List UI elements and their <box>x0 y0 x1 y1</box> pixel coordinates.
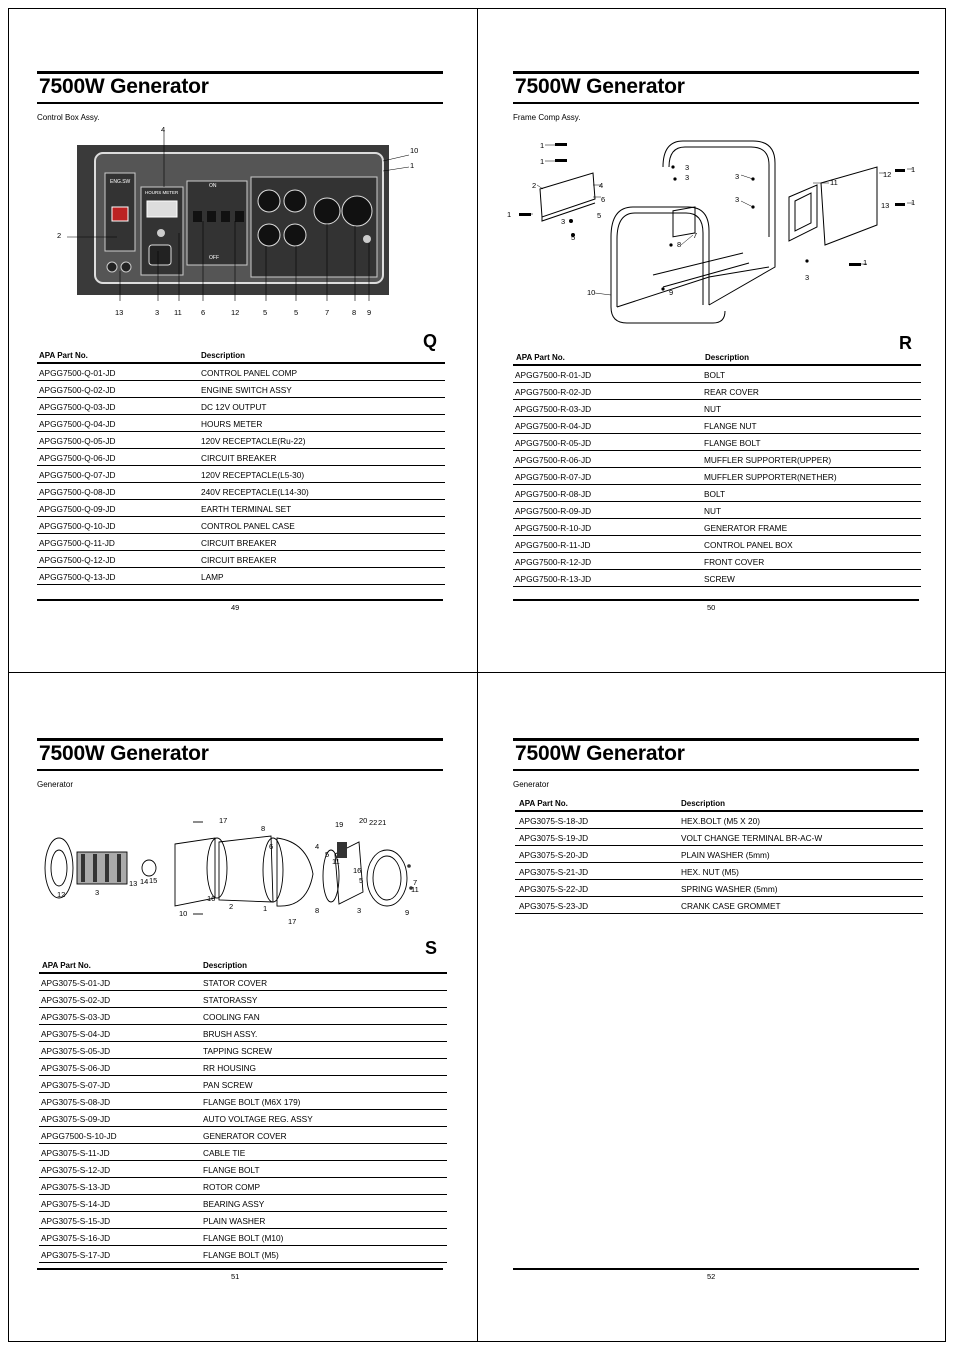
part-number: APG3075-S-15-JD <box>41 1216 111 1226</box>
col-part-header: APA Part No. <box>519 799 568 808</box>
table-row <box>515 880 923 897</box>
page-number: 52 <box>707 1272 716 1281</box>
part-number: APGG7500-Q-03-JD <box>39 402 116 412</box>
part-number: APGG7500-R-11-JD <box>515 540 591 550</box>
table-row <box>39 1144 447 1161</box>
part-description: BEARING ASSY <box>203 1199 265 1209</box>
table-row <box>37 466 445 483</box>
part-number: APG3075-S-09-JD <box>41 1114 111 1124</box>
section-subtitle: Control Box Assy. <box>37 113 100 122</box>
page-footer-rule <box>513 1268 919 1270</box>
callout-label: 10 <box>587 288 596 297</box>
table-row <box>39 1127 447 1144</box>
table-row <box>39 1195 447 1212</box>
part-number: APGG7500-R-12-JD <box>515 557 592 567</box>
part-description: FRONT COVER <box>704 557 765 567</box>
part-description: RR HOUSING <box>203 1063 257 1073</box>
table-row <box>513 451 921 468</box>
callout-2: 2 <box>57 231 62 240</box>
part-description: BRUSH ASSY. <box>203 1029 258 1039</box>
svg-text:ON: ON <box>209 183 217 189</box>
dc-output <box>121 262 131 272</box>
part-number: APG3075-S-01-JD <box>41 978 111 988</box>
callout-label: 1 <box>863 258 868 267</box>
callout-3: 3 <box>155 308 160 317</box>
table-row <box>39 1042 447 1059</box>
part-number: APGG7500-R-09-JD <box>515 506 592 516</box>
page-title <box>37 738 443 771</box>
part-number: APGG7500-R-02-JD <box>515 387 592 397</box>
callout-label: 17 <box>219 816 228 825</box>
part-description: CIRCUIT BREAKER <box>201 555 277 565</box>
callout-label: 8 <box>677 240 682 249</box>
callout-label: 6 <box>601 195 606 204</box>
part-number: APGG7500-Q-08-JD <box>39 487 116 497</box>
table-row <box>513 468 921 485</box>
part-number: APG3075-S-08-JD <box>41 1097 111 1107</box>
callout-6: 6 <box>201 308 206 317</box>
part-number: APGG7500-Q-05-JD <box>39 436 116 446</box>
parts-table <box>37 346 445 585</box>
part-number: APGG7500-Q-10-JD <box>39 521 116 531</box>
col-part-header: APA Part No. <box>42 961 91 970</box>
callout-label: 5 <box>325 850 330 859</box>
col-desc-header: Description <box>705 353 750 362</box>
table-row <box>37 364 445 381</box>
table-row <box>39 991 447 1008</box>
part-description: GENERATOR COVER <box>203 1131 287 1141</box>
part-description: CRANK CASE GROMMET <box>681 901 781 911</box>
table-row <box>39 1025 447 1042</box>
svg-text:OFF: OFF <box>209 255 219 261</box>
col-part-header: APA Part No. <box>39 351 88 360</box>
table-row <box>37 500 445 517</box>
part-description: NUT <box>704 506 722 516</box>
col-desc-header: Description <box>201 351 246 360</box>
table-row <box>513 434 921 451</box>
callout-label: 3 <box>685 173 690 182</box>
part-number: APG3075-S-06-JD <box>41 1063 111 1073</box>
page-number: 50 <box>707 603 716 612</box>
callout-label: 1 <box>263 904 268 913</box>
callout-7: 7 <box>325 308 330 317</box>
part-number: APG3075-S-14-JD <box>41 1199 111 1209</box>
col-desc-header: Description <box>681 799 726 808</box>
part-description: FLANGE BOLT <box>203 1165 260 1175</box>
table-row <box>39 1229 447 1246</box>
table-row <box>37 398 445 415</box>
section-letter: Q <box>423 331 438 351</box>
part-description: VOLT CHANGE TERMINAL BR-AC-W <box>681 833 823 843</box>
part-number: APGG7500-R-08-JD <box>515 489 592 499</box>
page-footer-rule <box>513 599 919 601</box>
part-number: APGG7500-R-01-JD <box>515 370 592 380</box>
callout-label: 21 <box>378 818 387 827</box>
part-number: APG3075-S-03-JD <box>41 1012 111 1022</box>
callout-label: 5 <box>359 876 364 885</box>
page-title <box>37 71 443 104</box>
table-row <box>39 1059 447 1076</box>
part-number: APGG7500-Q-09-JD <box>39 504 116 514</box>
page-title-text: 7500W Generator <box>515 742 685 765</box>
table-row <box>39 974 447 991</box>
part-number: APG3075-S-04-JD <box>41 1029 111 1039</box>
table-row <box>513 502 921 519</box>
callout-4: 4 <box>161 125 166 134</box>
table-row <box>39 1076 447 1093</box>
part-number: APG3075-S-17-JD <box>41 1250 111 1260</box>
part-description: CIRCUIT BREAKER <box>201 453 277 463</box>
page-title-text: 7500W Generator <box>39 742 209 765</box>
callout-5b: 5 <box>294 308 299 317</box>
table-row <box>37 568 445 585</box>
callout-8: 8 <box>352 308 357 317</box>
table-row <box>39 1110 447 1127</box>
part-number: APGG7500-R-06-JD <box>515 455 592 465</box>
part-number: APG3075-S-18-JD <box>519 816 589 826</box>
callout-label: 3 <box>735 195 740 204</box>
col-part-header: APA Part No. <box>516 353 565 362</box>
parts-table <box>39 956 447 1263</box>
part-number: APGG7500-Q-12-JD <box>39 555 116 565</box>
part-number: APGG7500-S-10-JD <box>41 1131 117 1141</box>
table-row <box>513 366 921 383</box>
table-row <box>515 812 923 829</box>
callout-label: 13 <box>881 201 890 210</box>
callout-label: 12 <box>883 170 892 179</box>
table-row <box>37 415 445 432</box>
callout-label: 16 <box>353 866 362 875</box>
callout-label: 7 <box>693 231 698 240</box>
horizontal-divider <box>8 672 946 673</box>
page-number: 49 <box>231 603 240 612</box>
callout-label: 3 <box>685 163 690 172</box>
section-subtitle: Generator <box>37 780 74 789</box>
callout-label: 4 <box>599 181 604 190</box>
callout-label: 10 <box>179 909 188 918</box>
table-row <box>39 1093 447 1110</box>
page-r <box>507 71 923 621</box>
table-row <box>37 517 445 534</box>
page-number: 51 <box>231 1272 240 1281</box>
part-description: CONTROL PANEL CASE <box>201 521 295 531</box>
part-description: BOLT <box>704 370 726 380</box>
table-row <box>37 381 445 398</box>
callout-label: 3 <box>95 888 100 897</box>
part-number: APGG7500-Q-02-JD <box>39 385 116 395</box>
part-number: APG3075-S-19-JD <box>519 833 589 843</box>
part-description: BOLT <box>704 489 726 499</box>
part-description: STATORASSY <box>203 995 258 1005</box>
callout-label: 20 <box>359 816 368 825</box>
table-row <box>515 846 923 863</box>
page-footer-rule <box>37 1268 443 1270</box>
callout-1: 1 <box>410 161 415 170</box>
callout-label: 2 <box>532 181 537 190</box>
table-row <box>513 400 921 417</box>
part-description: CABLE TIE <box>203 1148 246 1158</box>
part-number: APG3075-S-12-JD <box>41 1165 111 1175</box>
callout-label: 5 <box>597 211 602 220</box>
callout-label: 17 <box>288 917 297 926</box>
frame-assy-diagram <box>513 127 919 337</box>
table-row <box>513 570 921 587</box>
callout-13: 13 <box>115 308 124 317</box>
part-number: APGG7500-R-03-JD <box>515 404 592 414</box>
table-row <box>39 1178 447 1195</box>
part-number: APGG7500-R-07-JD <box>515 472 592 482</box>
part-description: ROTOR COMP <box>203 1182 261 1192</box>
part-description: GENERATOR FRAME <box>704 523 788 533</box>
section-letter: R <box>899 333 912 353</box>
callout-label: 1 <box>540 141 545 150</box>
callout-label: 8 <box>261 824 266 833</box>
callout-label: 1 <box>911 198 916 207</box>
part-number: APGG7500-R-13-JD <box>515 574 592 584</box>
part-number: APGG7500-Q-01-JD <box>39 368 116 378</box>
part-number: APGG7500-R-05-JD <box>515 438 592 448</box>
part-description: SCREW <box>704 574 735 584</box>
table-row <box>515 897 923 914</box>
callout-label: 8 <box>315 906 320 915</box>
table-row <box>513 383 921 400</box>
part-number: APG3075-S-16-JD <box>41 1233 111 1243</box>
page-footer-rule <box>37 599 443 601</box>
table-row <box>39 1246 447 1263</box>
part-description: SPRING WASHER (5mm) <box>681 884 778 894</box>
table-row <box>515 829 923 846</box>
callout-label: 6 <box>269 842 274 851</box>
callout-label: 16 <box>207 894 216 903</box>
callout-12: 12 <box>231 308 240 317</box>
part-number: APG3075-S-07-JD <box>41 1080 111 1090</box>
engine-switch-label: ENG.SW <box>110 179 131 185</box>
callout-10: 10 <box>410 146 419 155</box>
part-description: DC 12V OUTPUT <box>201 402 267 412</box>
callout-label: 15 <box>149 876 158 885</box>
part-description: COOLING FAN <box>203 1012 260 1022</box>
table-row <box>37 534 445 551</box>
table-row <box>513 553 921 570</box>
part-number: APG3075-S-20-JD <box>519 850 589 860</box>
part-number: APGG7500-R-04-JD <box>515 421 592 431</box>
callout-label: 2 <box>229 902 234 911</box>
part-description: HEX.BOLT (M5 X 20) <box>681 816 760 826</box>
part-description: 120V RECEPTACLE(L5-30) <box>201 470 305 480</box>
callout-label: 13 <box>129 879 138 888</box>
page-q <box>37 71 447 621</box>
part-description: NUT <box>704 404 722 414</box>
part-description: AUTO VOLTAGE REG. ASSY <box>203 1114 313 1124</box>
part-description: HOURS METER <box>201 419 263 429</box>
part-description: EARTH TERMINAL SET <box>201 504 292 514</box>
part-description: FLANGE BOLT (M5) <box>203 1250 279 1260</box>
callout-label: 3 <box>735 172 740 181</box>
page-title-text: 7500W Generator <box>39 75 209 98</box>
table-row <box>39 1212 447 1229</box>
table-row <box>37 551 445 568</box>
table-header <box>513 348 921 366</box>
part-number: APG3075-S-13-JD <box>41 1182 111 1192</box>
generator-exploded-diagram <box>37 814 443 934</box>
part-number: APG3075-S-22-JD <box>519 884 589 894</box>
part-description: FLANGE BOLT (M10) <box>203 1233 284 1243</box>
part-description: CONTROL PANEL BOX <box>704 540 793 550</box>
engine-switch <box>112 207 128 221</box>
table-row <box>513 519 921 536</box>
callout-label: 9 <box>405 908 410 917</box>
callout-5a: 5 <box>263 308 268 317</box>
table-row <box>513 417 921 434</box>
part-description: 240V RECEPTACLE(L14-30) <box>201 487 309 497</box>
vertical-divider <box>477 8 478 1342</box>
part-description: 120V RECEPTACLE(Ru-22) <box>201 436 306 446</box>
table-row <box>37 432 445 449</box>
part-number: APGG7500-Q-06-JD <box>39 453 116 463</box>
part-number: APG3075-S-21-JD <box>519 867 589 877</box>
callout-label: 3 <box>561 217 566 226</box>
part-description: ENGINE SWITCH ASSY <box>201 385 292 395</box>
table-row <box>37 449 445 466</box>
part-description: STATOR COVER <box>203 978 268 988</box>
callout-label: 14 <box>140 877 149 886</box>
callout-label: 7 <box>413 878 418 887</box>
callout-label: 3 <box>805 273 810 282</box>
part-description: CIRCUIT BREAKER <box>201 538 277 548</box>
part-number: APGG7500-Q-04-JD <box>39 419 116 429</box>
page-s <box>37 738 449 1288</box>
callout-label: 9 <box>669 288 674 297</box>
section-subtitle: Frame Comp Assy. <box>513 113 581 122</box>
table-header <box>515 794 923 812</box>
page-title <box>513 738 919 771</box>
parts-table <box>515 794 923 914</box>
part-number: APGG7500-Q-07-JD <box>39 470 116 480</box>
part-description: FLANGE NUT <box>704 421 757 431</box>
callout-label: 11 <box>332 857 340 866</box>
part-description: REAR COVER <box>704 387 759 397</box>
hours-meter <box>147 201 177 217</box>
callout-label: 3 <box>357 906 362 915</box>
section-subtitle: Generator <box>513 780 550 789</box>
part-description: CONTROL PANEL COMP <box>201 368 298 378</box>
callout-9: 9 <box>367 308 372 317</box>
table-header <box>39 956 447 974</box>
table-row <box>39 1008 447 1025</box>
callout-label: 12 <box>57 890 66 899</box>
control-box-diagram <box>37 121 437 371</box>
callout-label: 19 <box>335 820 344 829</box>
callout-label: 1 <box>911 165 916 174</box>
table-row <box>513 536 921 553</box>
callout-label: 4 <box>315 842 320 851</box>
part-description: FLANGE BOLT <box>704 438 761 448</box>
callout-label: 11 <box>830 178 838 187</box>
part-number: APGG7500-R-10-JD <box>515 523 592 533</box>
section-letter: S <box>425 938 438 958</box>
part-number: APG3075-S-11-JD <box>41 1148 110 1158</box>
part-description: TAPPING SCREW <box>203 1046 272 1056</box>
part-number: APGG7500-Q-11-JD <box>39 538 115 548</box>
col-desc-header: Description <box>203 961 248 970</box>
part-number: APG3075-S-05-JD <box>41 1046 111 1056</box>
callout-label: 22 <box>369 818 378 827</box>
table-row <box>37 483 445 500</box>
table-row <box>515 863 923 880</box>
table-header <box>37 346 445 364</box>
part-description: PLAIN WASHER <box>203 1216 266 1226</box>
page-title <box>513 71 919 104</box>
parts-table <box>513 348 921 587</box>
table-row <box>513 485 921 502</box>
part-description: MUFFLER SUPPORTER(NETHER) <box>704 472 837 482</box>
part-number: APG3075-S-02-JD <box>41 995 111 1005</box>
page-title-text: 7500W Generator <box>515 75 685 98</box>
part-description: PLAIN WASHER (5mm) <box>681 850 770 860</box>
part-description: LAMP <box>201 572 224 582</box>
part-description: MUFFLER SUPPORTER(UPPER) <box>704 455 832 465</box>
part-description: PAN SCREW <box>203 1080 253 1090</box>
table-row <box>39 1161 447 1178</box>
part-description: HEX. NUT (M5) <box>681 867 739 877</box>
callout-label: 11 <box>411 885 419 894</box>
page-s-continued <box>513 738 925 1288</box>
part-number: APGG7500-Q-13-JD <box>39 572 116 582</box>
part-description: FLANGE BOLT (M6X 179) <box>203 1097 301 1107</box>
part-number: APG3075-S-23-JD <box>519 901 589 911</box>
callout-label: 1 <box>507 210 512 219</box>
callout-label: 1 <box>540 157 545 166</box>
callout-label: 5 <box>571 233 576 242</box>
lamp <box>107 262 117 272</box>
hours-meter-label: HOURS METER <box>145 190 179 195</box>
callout-11: 11 <box>174 308 182 317</box>
